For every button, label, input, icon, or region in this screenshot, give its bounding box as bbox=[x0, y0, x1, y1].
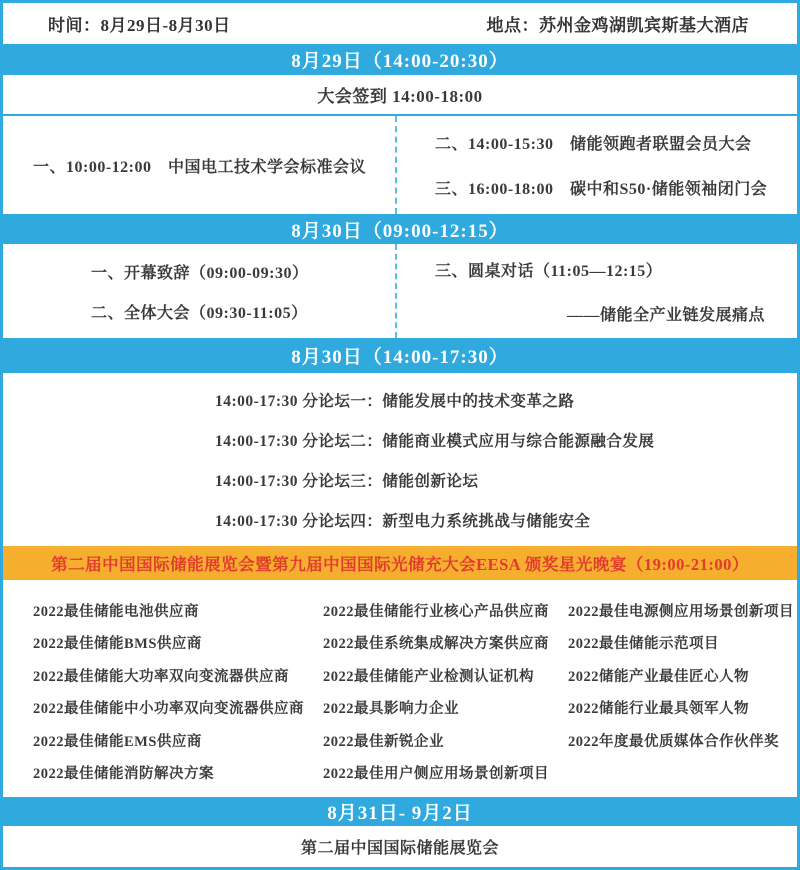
banner-aug31-label: 8月31日- 9月2日 bbox=[327, 803, 473, 824]
session-item: 一、10:00-12:00 中国电工技术学会标准会议 bbox=[33, 158, 366, 176]
award-item: 2022最佳电源侧应用场景创新项目 bbox=[568, 603, 794, 620]
aug30-am-left-column bbox=[3, 244, 395, 338]
award-item: 2022储能产业最佳匠心人物 bbox=[568, 668, 749, 685]
award-item: 2022最佳储能大功率双向变流器供应商 bbox=[33, 668, 289, 685]
forum-item: 14:00-17:30 分论坛二：储能商业模式应用与综合能源融合发展 bbox=[215, 432, 655, 450]
signin-label: 大会签到 14:00-18:00 bbox=[317, 87, 483, 106]
session-item: 二、全体大会（09:30-11:05） bbox=[91, 304, 308, 322]
award-item: 2022最佳储能电池供应商 bbox=[33, 603, 199, 620]
gala-banner-label: 第二届中国国际储能展览会暨第九届中国国际光储充大会EESA 颁奖星光晚宴（19:00-21:00） bbox=[51, 555, 749, 574]
aug29-right-column bbox=[395, 116, 797, 214]
award-item: 2022最佳储能EMS供应商 bbox=[33, 733, 202, 750]
forum-list bbox=[3, 373, 797, 546]
awards-column-2 bbox=[323, 594, 568, 797]
award-item: 2022储能行业最具领军人物 bbox=[568, 701, 749, 718]
aug29-left-column bbox=[3, 116, 395, 214]
aug30-am-right-column bbox=[395, 244, 797, 338]
award-item: 2022最佳储能中小功率双向变流器供应商 bbox=[33, 701, 304, 718]
banner-aug30-am-label: 8月30日（09:00-12:15） bbox=[291, 220, 509, 242]
header-row bbox=[3, 3, 797, 44]
session-item: 一、开幕致辞（09:00-09:30） bbox=[91, 264, 309, 282]
banner-aug30-pm bbox=[3, 338, 797, 373]
footer-label: 第二届中国国际储能展览会 bbox=[300, 840, 499, 857]
time-label: 时间：8月29日-8月30日 bbox=[48, 16, 231, 35]
award-item: 2022最佳用户侧应用场景创新项目 bbox=[323, 766, 549, 783]
banner-aug29-label: 8月29日（14:00-20:30） bbox=[291, 51, 509, 72]
award-item: 2022最具影响力企业 bbox=[323, 701, 459, 718]
award-item: 2022最佳储能示范项目 bbox=[568, 636, 719, 653]
session-item: 二、14:00-15:30 储能领跑者联盟会员大会 bbox=[435, 136, 752, 153]
award-item: 2022最佳新锐企业 bbox=[323, 733, 444, 750]
footer-row bbox=[3, 826, 797, 867]
awards-column-1 bbox=[33, 594, 323, 797]
awards-column-3 bbox=[568, 594, 797, 797]
gala-banner bbox=[3, 546, 797, 580]
forum-item: 14:00-17:30 分论坛三：储能创新论坛 bbox=[215, 472, 479, 490]
award-item: 2022最佳系统集成解决方案供应商 bbox=[323, 636, 549, 653]
banner-aug30-am bbox=[3, 214, 797, 244]
award-item: 2022最佳储能BMS供应商 bbox=[33, 636, 202, 653]
award-item: 2022最佳储能产业检测认证机构 bbox=[323, 668, 534, 685]
award-item: 2022最佳储能消防解决方案 bbox=[33, 766, 214, 783]
forum-item: 14:00-17:30 分论坛一：储能发展中的技术变革之路 bbox=[215, 392, 575, 410]
session-item-subtitle: ——储能全产业链发展痛点 bbox=[566, 306, 765, 324]
awards-grid bbox=[3, 580, 797, 797]
banner-aug30-pm-label: 8月30日（14:00-17:30） bbox=[291, 347, 509, 368]
session-item: 三、16:00-18:00 碳中和S50·储能领袖闭门会 bbox=[435, 181, 768, 198]
venue-label: 地点：苏州金鸡湖凯宾斯基大酒店 bbox=[486, 16, 749, 35]
banner-aug31 bbox=[3, 797, 797, 826]
forum-item: 14:00-17:30 分论坛四：新型电力系统挑战与储能安全 bbox=[215, 512, 591, 530]
banner-aug29 bbox=[3, 44, 797, 75]
award-item: 2022最佳储能行业核心产品供应商 bbox=[323, 603, 549, 620]
session-item: 三、圆桌对话（11:05—12:15） bbox=[435, 262, 663, 280]
aug29-session-section bbox=[3, 116, 797, 214]
award-item: 2022年度最优质媒体合作伙伴奖 bbox=[568, 733, 779, 750]
signin-row bbox=[3, 75, 797, 116]
aug30-am-session-section bbox=[3, 244, 797, 338]
